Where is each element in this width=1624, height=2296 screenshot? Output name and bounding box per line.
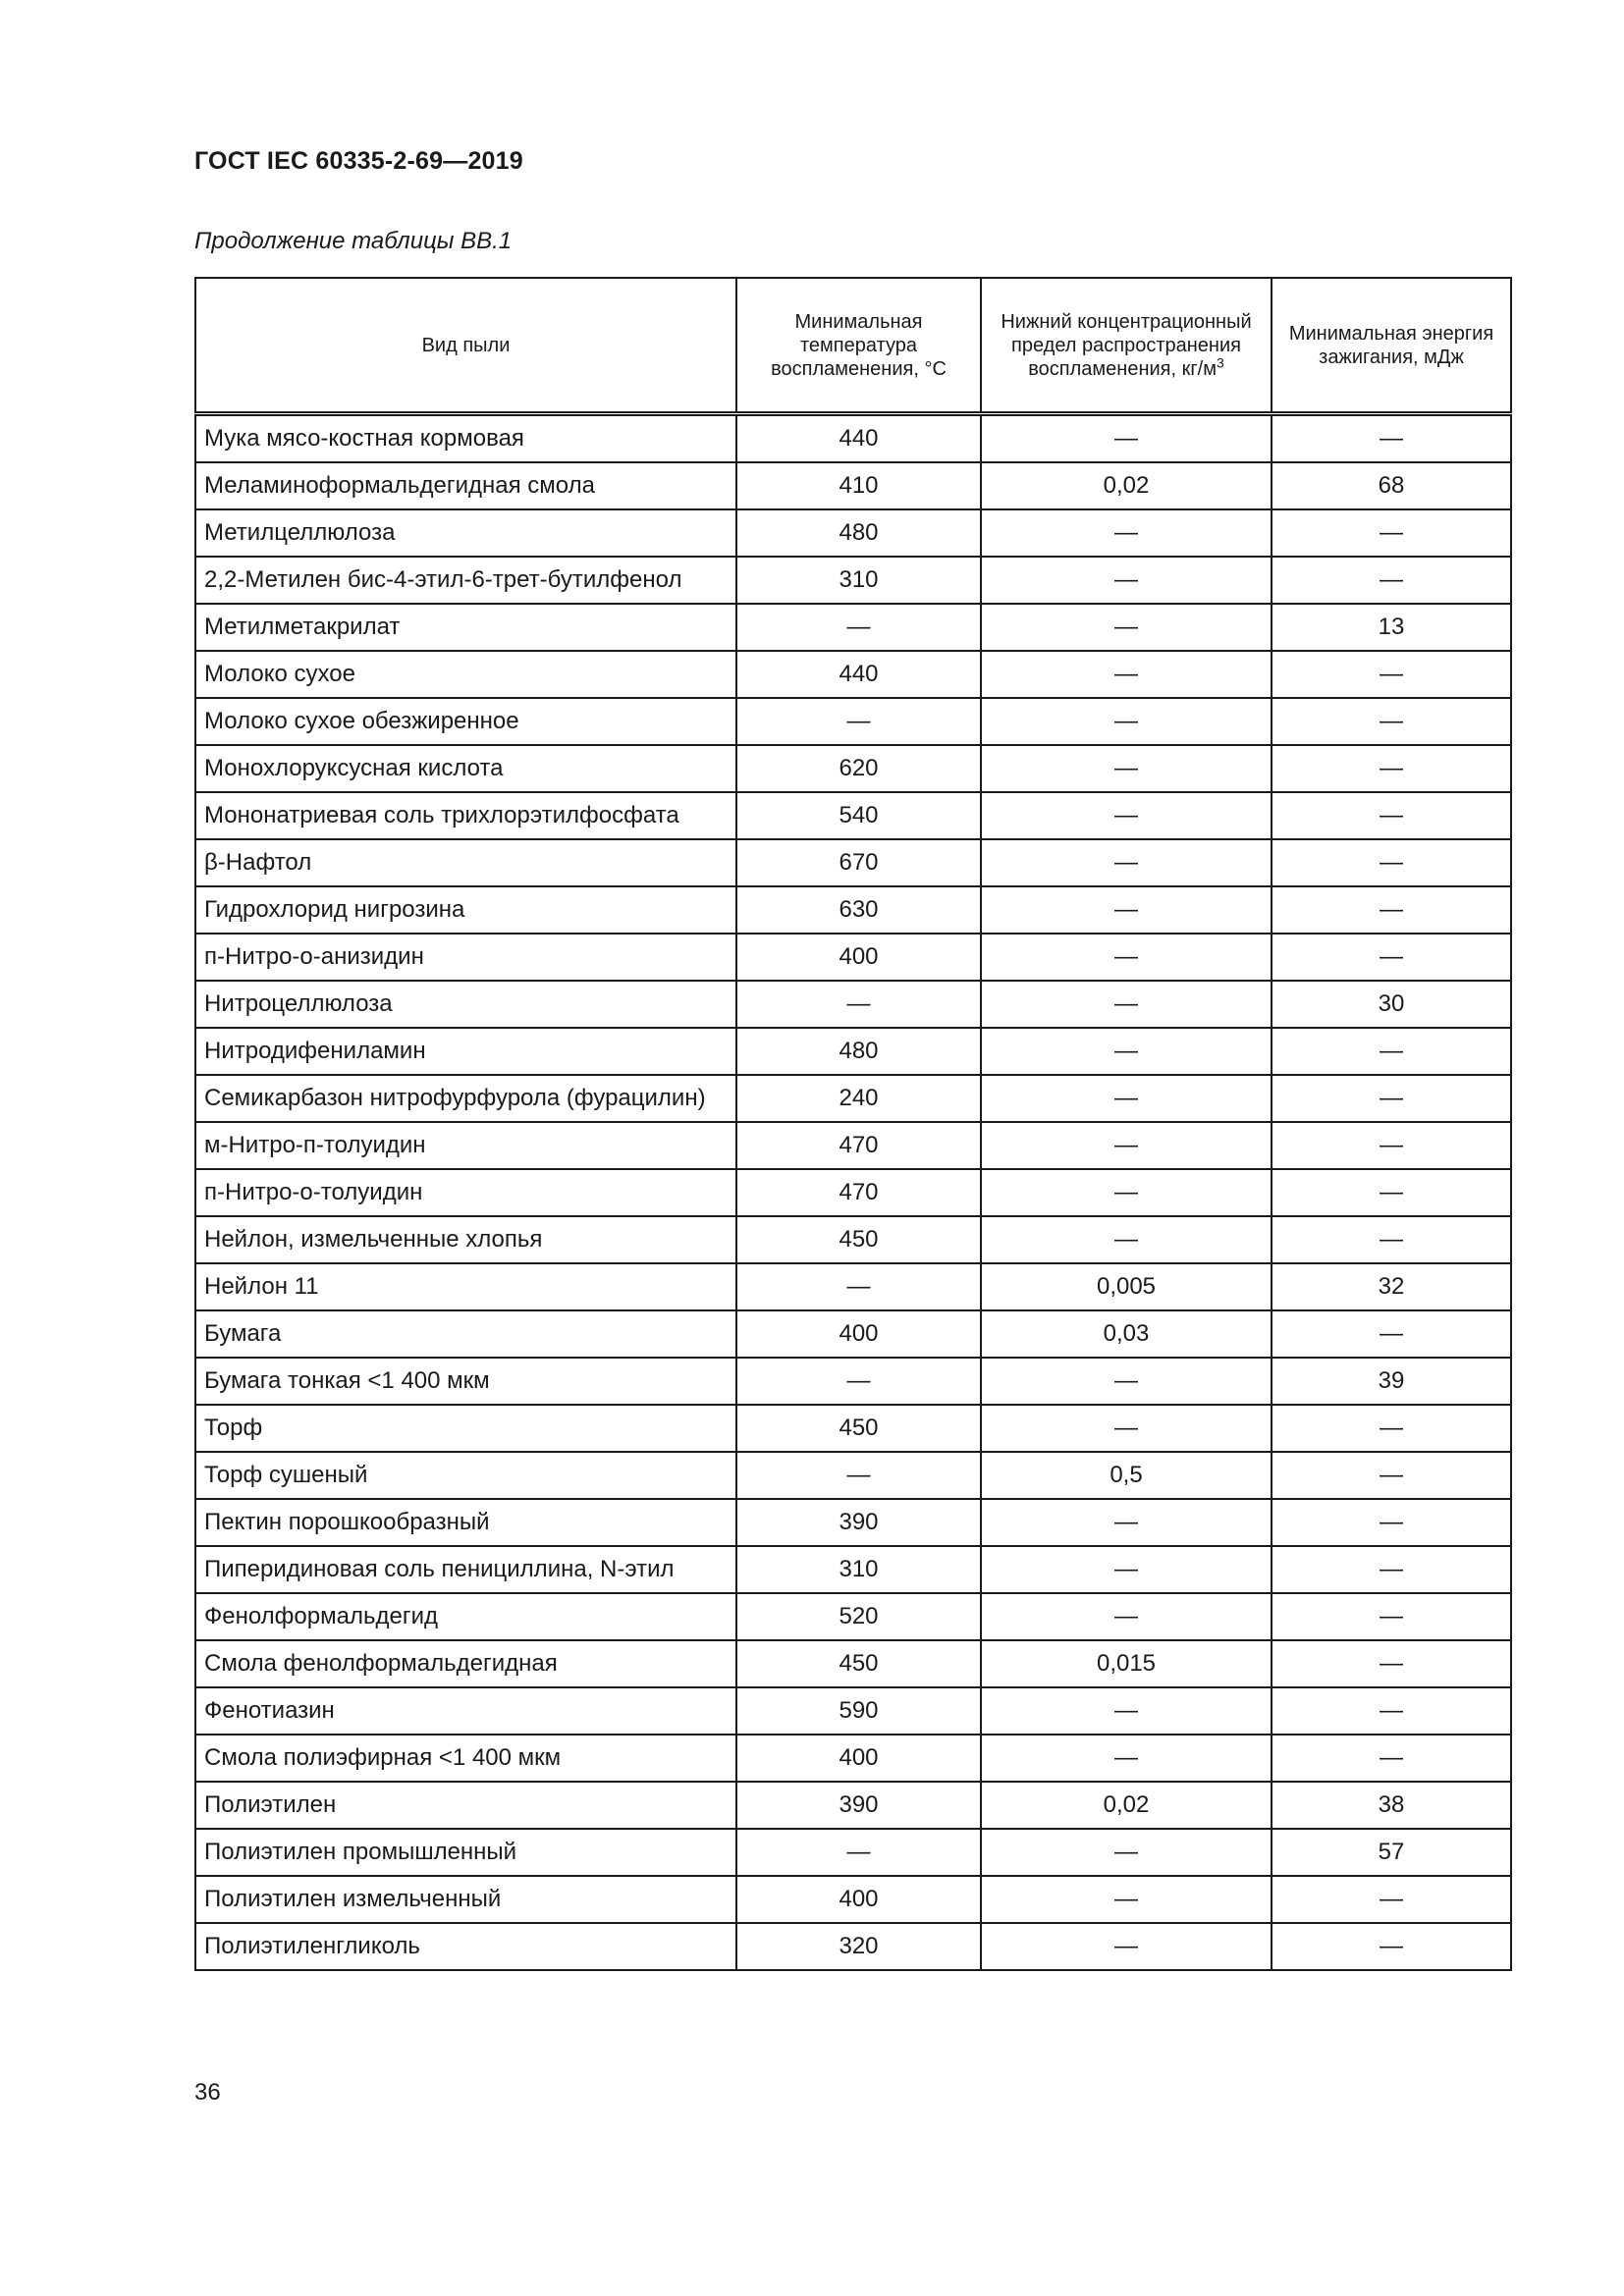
cell-dust-type: Торф сушеный (195, 1452, 736, 1499)
column-header-superscript: 3 (1216, 353, 1224, 370)
table-row (195, 1593, 1511, 1640)
cell-lower-limit: — (981, 1405, 1272, 1452)
cell-dust-type: Гидрохлорид нигрозина (195, 886, 736, 934)
cell-min-ignition-energy: — (1272, 1499, 1511, 1546)
table-row (195, 1546, 1511, 1593)
cell-dust-type: Фенолформальдегид (195, 1593, 736, 1640)
cell-dust-type: Мононатриевая соль трихлорэтилфосфата (195, 792, 736, 839)
cell-lower-limit: — (981, 1829, 1272, 1876)
cell-min-temperature: 410 (736, 462, 981, 509)
table-row (195, 1640, 1511, 1687)
table-row (195, 698, 1511, 745)
table-row (195, 1358, 1511, 1405)
cell-dust-type: Пиперидиновая соль пенициллина, N-этил (195, 1546, 736, 1593)
cell-min-temperature: 540 (736, 792, 981, 839)
cell-min-ignition-energy: — (1272, 1923, 1511, 1970)
table-row (195, 462, 1511, 509)
cell-dust-type: Бумага (195, 1310, 736, 1358)
cell-min-temperature: 400 (736, 1310, 981, 1358)
table-row (195, 1405, 1511, 1452)
column-header-label: Минимальная температура воспламенения, °С (771, 310, 947, 380)
cell-dust-type: Полиэтилен измельченный (195, 1876, 736, 1923)
cell-min-ignition-energy: — (1272, 1169, 1511, 1216)
cell-lower-limit: — (981, 1075, 1272, 1122)
cell-dust-type: Мука мясо-костная кормовая (195, 414, 736, 463)
table-row (195, 604, 1511, 651)
cell-lower-limit: — (981, 557, 1272, 604)
dust-properties-table (194, 277, 1512, 1971)
cell-lower-limit: — (981, 792, 1272, 839)
table-row (195, 1310, 1511, 1358)
table-row (195, 839, 1511, 886)
table-row (195, 981, 1511, 1028)
column-header-label: Вид пыли (421, 334, 511, 356)
column-header-min-temperature (736, 278, 981, 414)
cell-min-ignition-energy: — (1272, 745, 1511, 792)
cell-min-ignition-energy: — (1272, 1640, 1511, 1687)
cell-min-ignition-energy: — (1272, 1876, 1511, 1923)
table-header (195, 278, 1511, 414)
column-header-label: Минимальная энергия зажигания, мДж (1288, 322, 1494, 368)
cell-min-ignition-energy: — (1272, 1216, 1511, 1263)
cell-min-temperature: 240 (736, 1075, 981, 1122)
cell-min-ignition-energy: 32 (1272, 1263, 1511, 1310)
cell-min-temperature: 450 (736, 1405, 981, 1452)
cell-min-temperature: 390 (736, 1499, 981, 1546)
cell-lower-limit: — (981, 1358, 1272, 1405)
cell-lower-limit: — (981, 1593, 1272, 1640)
cell-lower-limit: — (981, 745, 1272, 792)
table-row (195, 1735, 1511, 1782)
cell-min-ignition-energy: — (1272, 1028, 1511, 1075)
cell-dust-type: Семикарбазон нитрофурфурола (фурацилин) (195, 1075, 736, 1122)
cell-dust-type: Смола фенолформальдегидная (195, 1640, 736, 1687)
table-caption: Продолжение таблицы ВВ.1 (194, 228, 513, 254)
cell-min-temperature: 470 (736, 1169, 981, 1216)
cell-min-ignition-energy: 39 (1272, 1358, 1511, 1405)
cell-lower-limit: — (981, 934, 1272, 981)
cell-lower-limit: — (981, 604, 1272, 651)
cell-lower-limit: — (981, 1216, 1272, 1263)
cell-min-ignition-energy: — (1272, 792, 1511, 839)
cell-lower-limit: — (981, 1028, 1272, 1075)
table-row (195, 792, 1511, 839)
cell-dust-type: п-Нитро-о-анизидин (195, 934, 736, 981)
cell-min-ignition-energy: — (1272, 1735, 1511, 1782)
table-row (195, 1263, 1511, 1310)
cell-min-temperature: 440 (736, 651, 981, 698)
cell-lower-limit: — (981, 509, 1272, 557)
cell-lower-limit: — (981, 1687, 1272, 1735)
table-row (195, 1028, 1511, 1075)
cell-min-temperature: 400 (736, 1735, 981, 1782)
cell-lower-limit: — (981, 981, 1272, 1028)
page-number: 36 (194, 2079, 221, 2106)
cell-lower-limit: — (981, 698, 1272, 745)
cell-min-temperature: 620 (736, 745, 981, 792)
table-row (195, 1169, 1511, 1216)
cell-min-temperature: 450 (736, 1216, 981, 1263)
table-row (195, 934, 1511, 981)
cell-lower-limit: — (981, 651, 1272, 698)
cell-lower-limit: 0,005 (981, 1263, 1272, 1310)
cell-lower-limit: — (981, 839, 1272, 886)
cell-min-ignition-energy: — (1272, 1405, 1511, 1452)
table-row (195, 1782, 1511, 1829)
cell-lower-limit: — (981, 1546, 1272, 1593)
table-row (195, 886, 1511, 934)
cell-min-temperature: 400 (736, 934, 981, 981)
cell-dust-type: Полиэтиленгликоль (195, 1923, 736, 1970)
cell-min-temperature: — (736, 698, 981, 745)
cell-min-temperature: 480 (736, 509, 981, 557)
cell-dust-type: Метилметакрилат (195, 604, 736, 651)
cell-dust-type: Молоко сухое (195, 651, 736, 698)
cell-min-ignition-energy: 68 (1272, 462, 1511, 509)
column-header-lower-limit (981, 278, 1272, 414)
cell-min-temperature: — (736, 1452, 981, 1499)
cell-lower-limit: — (981, 1499, 1272, 1546)
cell-dust-type: Монохлоруксусная кислота (195, 745, 736, 792)
table-row (195, 1499, 1511, 1546)
cell-dust-type: Нитроцеллюлоза (195, 981, 736, 1028)
cell-min-ignition-energy: 57 (1272, 1829, 1511, 1876)
cell-dust-type: Бумага тонкая <1 400 мкм (195, 1358, 736, 1405)
cell-min-temperature: 390 (736, 1782, 981, 1829)
table-row (195, 509, 1511, 557)
cell-min-ignition-energy: — (1272, 934, 1511, 981)
cell-min-temperature: 320 (736, 1923, 981, 1970)
cell-min-ignition-energy: — (1272, 1687, 1511, 1735)
cell-dust-type: Пектин порошкообразный (195, 1499, 736, 1546)
table-row (195, 1216, 1511, 1263)
cell-lower-limit: 0,02 (981, 462, 1272, 509)
cell-min-temperature: — (736, 1829, 981, 1876)
cell-lower-limit: — (981, 1122, 1272, 1169)
cell-dust-type: Полиэтилен промышленный (195, 1829, 736, 1876)
table-body (195, 414, 1511, 1971)
cell-min-temperature: 630 (736, 886, 981, 934)
cell-dust-type: Меламиноформальдегидная смола (195, 462, 736, 509)
cell-min-temperature: 520 (736, 1593, 981, 1640)
cell-dust-type: Нейлон 11 (195, 1263, 736, 1310)
cell-min-ignition-energy: — (1272, 557, 1511, 604)
column-header-label: Нижний концентрационный предел распространения воспламенения, кг/м (1001, 310, 1252, 380)
cell-min-ignition-energy: — (1272, 886, 1511, 934)
table-row (195, 414, 1511, 463)
cell-min-temperature: 310 (736, 1546, 981, 1593)
cell-min-temperature: 440 (736, 414, 981, 463)
cell-min-temperature: 670 (736, 839, 981, 886)
cell-dust-type: Метилцеллюлоза (195, 509, 736, 557)
cell-min-ignition-energy: 38 (1272, 1782, 1511, 1829)
cell-lower-limit: 0,03 (981, 1310, 1272, 1358)
cell-lower-limit: — (981, 1876, 1272, 1923)
cell-min-ignition-energy: — (1272, 1593, 1511, 1640)
table-row (195, 1687, 1511, 1735)
cell-min-ignition-energy: 13 (1272, 604, 1511, 651)
cell-dust-type: м-Нитро-п-толуидин (195, 1122, 736, 1169)
cell-min-temperature: 470 (736, 1122, 981, 1169)
cell-min-ignition-energy: — (1272, 1310, 1511, 1358)
cell-lower-limit: — (981, 886, 1272, 934)
cell-dust-type: Торф (195, 1405, 736, 1452)
column-header-min-ignition-energy (1272, 278, 1511, 414)
cell-dust-type: Молоко сухое обезжиренное (195, 698, 736, 745)
cell-min-temperature: — (736, 1263, 981, 1310)
cell-dust-type: β-Нафтол (195, 839, 736, 886)
cell-min-temperature: — (736, 1358, 981, 1405)
table-row (195, 651, 1511, 698)
cell-dust-type: Нейлон, измельченные хлопья (195, 1216, 736, 1263)
column-header-dust-type (195, 278, 736, 414)
cell-min-ignition-energy: — (1272, 414, 1511, 463)
table-row (195, 1829, 1511, 1876)
table-header-row (195, 278, 1511, 414)
cell-lower-limit: — (981, 414, 1272, 463)
cell-min-ignition-energy: — (1272, 509, 1511, 557)
cell-min-temperature: 590 (736, 1687, 981, 1735)
cell-dust-type: 2,2-Метилен бис-4-этил-6-трет-бутилфенол (195, 557, 736, 604)
cell-min-temperature: — (736, 604, 981, 651)
table-row (195, 1923, 1511, 1970)
cell-lower-limit: — (981, 1735, 1272, 1782)
cell-min-ignition-energy: — (1272, 1546, 1511, 1593)
document-header: ГОСТ IEC 60335-2-69—2019 (194, 147, 523, 175)
cell-lower-limit: — (981, 1169, 1272, 1216)
cell-lower-limit: 0,5 (981, 1452, 1272, 1499)
table-row (195, 1122, 1511, 1169)
cell-dust-type: п-Нитро-о-толуидин (195, 1169, 736, 1216)
table-row (195, 1075, 1511, 1122)
cell-min-ignition-energy: — (1272, 839, 1511, 886)
cell-dust-type: Смола полиэфирная <1 400 мкм (195, 1735, 736, 1782)
cell-min-temperature: 450 (736, 1640, 981, 1687)
cell-min-ignition-energy: — (1272, 698, 1511, 745)
cell-dust-type: Нитродифениламин (195, 1028, 736, 1075)
cell-lower-limit: — (981, 1923, 1272, 1970)
cell-min-temperature: — (736, 981, 981, 1028)
cell-min-ignition-energy: — (1272, 1452, 1511, 1499)
table-row (195, 1452, 1511, 1499)
cell-dust-type: Полиэтилен (195, 1782, 736, 1829)
table-row (195, 745, 1511, 792)
cell-min-ignition-energy: — (1272, 1075, 1511, 1122)
table-row (195, 557, 1511, 604)
table-row (195, 1876, 1511, 1923)
cell-min-ignition-energy: — (1272, 1122, 1511, 1169)
cell-min-ignition-energy: — (1272, 651, 1511, 698)
cell-lower-limit: 0,02 (981, 1782, 1272, 1829)
cell-min-temperature: 400 (736, 1876, 981, 1923)
cell-lower-limit: 0,015 (981, 1640, 1272, 1687)
cell-dust-type: Фенотиазин (195, 1687, 736, 1735)
cell-min-ignition-energy: 30 (1272, 981, 1511, 1028)
cell-min-temperature: 310 (736, 557, 981, 604)
cell-min-temperature: 480 (736, 1028, 981, 1075)
